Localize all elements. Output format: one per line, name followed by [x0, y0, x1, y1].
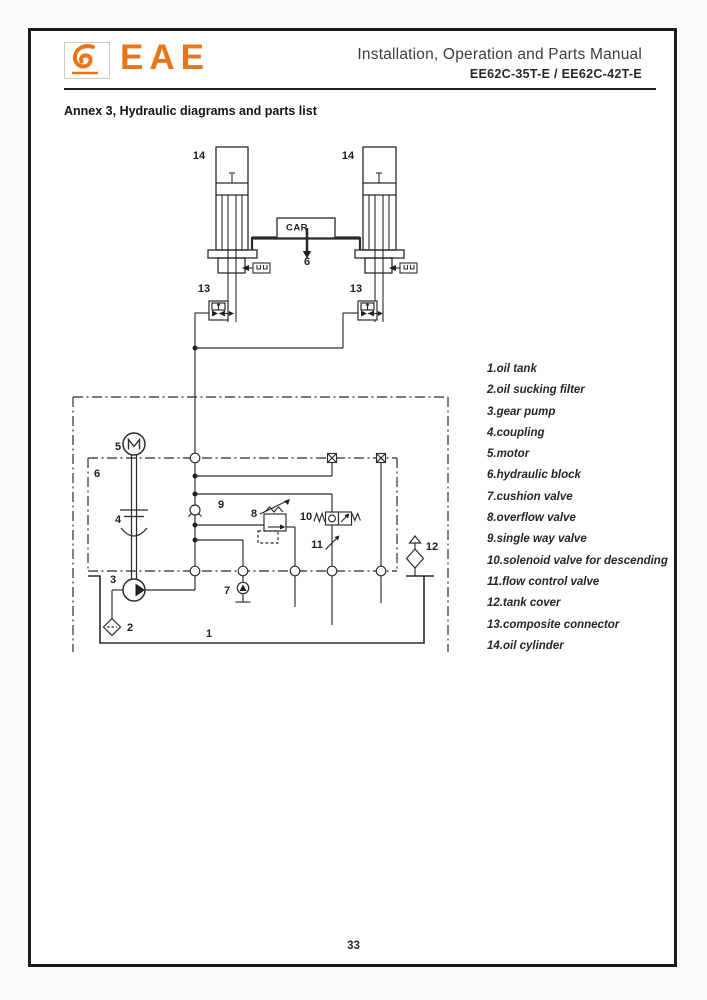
diagram-label-6: 6	[93, 468, 101, 480]
diagram-label-4: 4	[114, 514, 122, 526]
diagram-label-7: 7	[223, 585, 231, 597]
diagram-label-6: 6	[303, 256, 311, 268]
diagram-label-11: 11	[311, 539, 323, 551]
section-heading: Annex 3, Hydraulic diagrams and parts list	[64, 104, 317, 118]
parts-list-item: 5.motor	[487, 448, 530, 461]
parts-list-item: 8.overflow valve	[487, 512, 576, 525]
parts-list-item: 11.flow control valve	[487, 575, 600, 588]
parts-list-item: 4.coupling	[487, 426, 545, 439]
parts-list-item: 1.oil tank	[487, 363, 537, 375]
diagram-label-3: 3	[109, 574, 117, 586]
diagram-label-2: 2	[126, 622, 134, 634]
parts-list-item: 6.hydraulic block	[487, 469, 581, 482]
diagram-label-8: 8	[250, 508, 258, 520]
diagram-label-13: 13	[197, 283, 211, 295]
diagram-label-9: 9	[217, 499, 225, 511]
diagram-label-12: 12	[425, 541, 439, 553]
diagram-label-13: 13	[349, 283, 363, 295]
diagram-label-1: 1	[205, 628, 213, 640]
parts-list-item: 3.gear pump	[487, 405, 556, 418]
model-numbers: EE62C-35T-E / EE62C-42T-E	[469, 67, 642, 81]
parts-list	[487, 359, 668, 657]
parts-list-item: 13.composite connector	[487, 618, 620, 631]
parts-list-item: 2.oil sucking filter	[487, 384, 585, 397]
eae-logo-text: EAE	[120, 38, 210, 77]
diagram-label-5: 5	[114, 441, 122, 453]
diagram-label-10: 10	[299, 511, 313, 523]
parts-list-item: 9.single way valve	[487, 533, 587, 546]
parts-list-item: 14.oil cylinder	[487, 639, 564, 652]
diagram-label-14: 14	[341, 150, 355, 162]
manual-title: Installation, Operation and Parts Manual	[357, 46, 642, 63]
parts-list-item: 12.tank cover	[487, 597, 561, 610]
parts-list-item: 10.solenoid valve for descending	[487, 554, 668, 567]
diagram-label-car: CAR	[285, 222, 309, 234]
diagram-label-14: 14	[192, 150, 206, 162]
parts-list-item: 7.cushion valve	[487, 490, 573, 503]
page-number: 33	[347, 940, 360, 952]
